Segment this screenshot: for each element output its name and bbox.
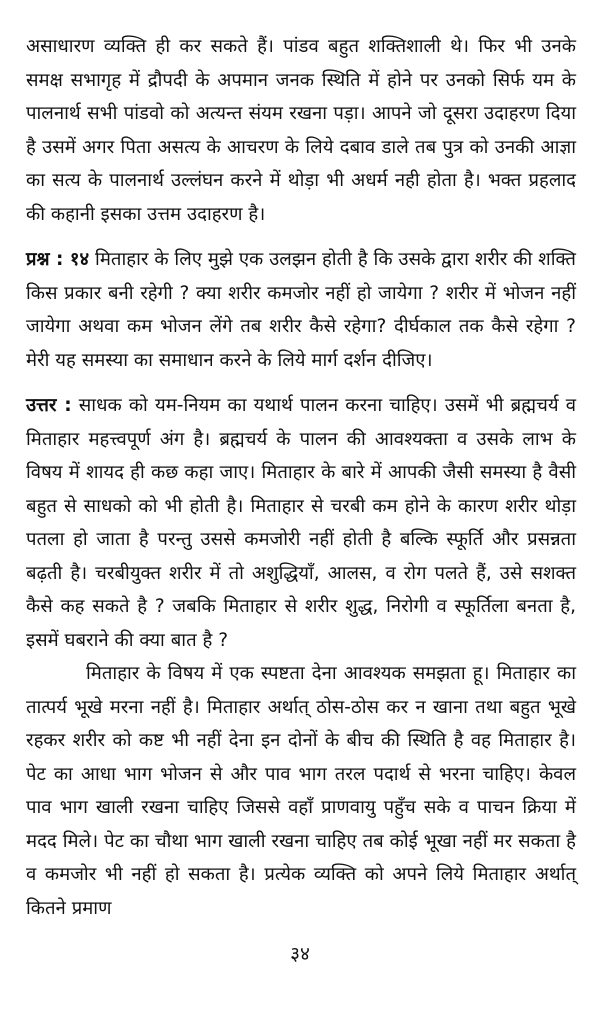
answer-text: साधक को यम-नियम का यथार्थ पालन करना चाहिए। उसमें भी ब्रह्मचर्य व मिताहार महत्त्वपूर्ण अंग है। ब्रह्मचर्य के पालन की आवश्यक्ता व उसके लाभ के विषय में शायद ही कछ कहा जाए। मिताहार के बारे में आपकी जैसी समस्या है वैसी बहुत से साधको को भी होती है। मिताहार से चरबी कम होने के कारण शरीर थोड़ा पतला हो जाता है परन्तु उससे कमजोरी नहीं होती है बल्कि स्फूर्ति और प्रसन्नता बढ़ती है। चरबीयुक्त शरीर में तो अशुद्धियाँ, आलस, व रोग पलते हैं, उसे सशक्त कैसे कह सकते है ? जबकि मिताहार से शरीर शुद्ध, निरोगी व स्फूर्तिला बनता है, इसमें घबराने की क्या बात है ? [26,395,576,651]
question-label: प्रश्न : १४ [26,249,90,270]
question-14 [26,243,576,377]
paragraph-gap [26,377,576,389]
paragraph-mitahar [26,657,576,925]
paragraph-intro [26,30,576,231]
paragraph-text: असाधारण व्यक्ति ही कर सकते हैं। पांडव बहुत शक्तिशाली थे। फिर भी उनके समक्ष सभागृह में द्रौपदी के अपमान जनक स्थिति में होने पर उनको सिर्फ यम के पालनार्थ सभी पांडवो को अत्यन्त संयम रखना पड़ा। आपने जो दूसरा उदाहरण दिया है उसमें अगर पिता असत्य के आचरण के लिये दबाव डाले तब पुत्र को उनकी आज्ञा का सत्य के पालनार्थ उल्लंघन करने में थोड़ा भी अधर्म नही होता है। भक्त प्रहलाद की कहानी इसका उत्तम उदाहरण है। [26,36,576,225]
paragraph-gap [26,231,576,243]
answer [26,389,576,657]
question-text: मिताहार के लिए मुझे एक उलझन होती है कि उसके द्वारा शरीर की शक्ति किस प्रकार बनी रहेगी ? क्या शरीर कमजोर नहीं हो जायेगा ? शरीर में भोजन नहीं जायेगा अथवा कम भोजन लेंगे तब शरीर कैसे रहेगा? दीर्घकाल तक कैसे रहेगा ? मेरी यह समस्या का समाधान करने के लिये मार्ग दर्शन दीजिए। [26,249,576,371]
paragraph-text: मिताहार के विषय में एक स्पष्टता देना आवश्यक समझता हू। मिताहार का तात्पर्य भूखे मरना नहीं है। मिताहार अर्थात् ठोस-ठोस कर न खाना तथा बहुत भूखे रहकर शरीर को कष्ट भी नहीं देना इन दोनों के बीच की स्थिति है वह मिताहार है। पेट का आधा भाग भोजन से और पाव भाग तरल पदार्थ से भरना चाहिए। केवल पाव भाग खाली रखना चाहिए जिससे वहाँ प्राणवायु पहुँच सके व पाचन क्रिया में मदद मिले। पेट का चौथा भाग खाली रखना चाहिए तब कोई भूखा नहीं मर सकता है व कमजोर भी नहीं हो सकता है। प्रत्येक व्यक्ति को अपने लिये मिताहार अर्थात् कितने प्रमाण [26,663,576,919]
page-number: ३४ [290,943,310,965]
answer-label: उत्तर : [26,395,72,416]
